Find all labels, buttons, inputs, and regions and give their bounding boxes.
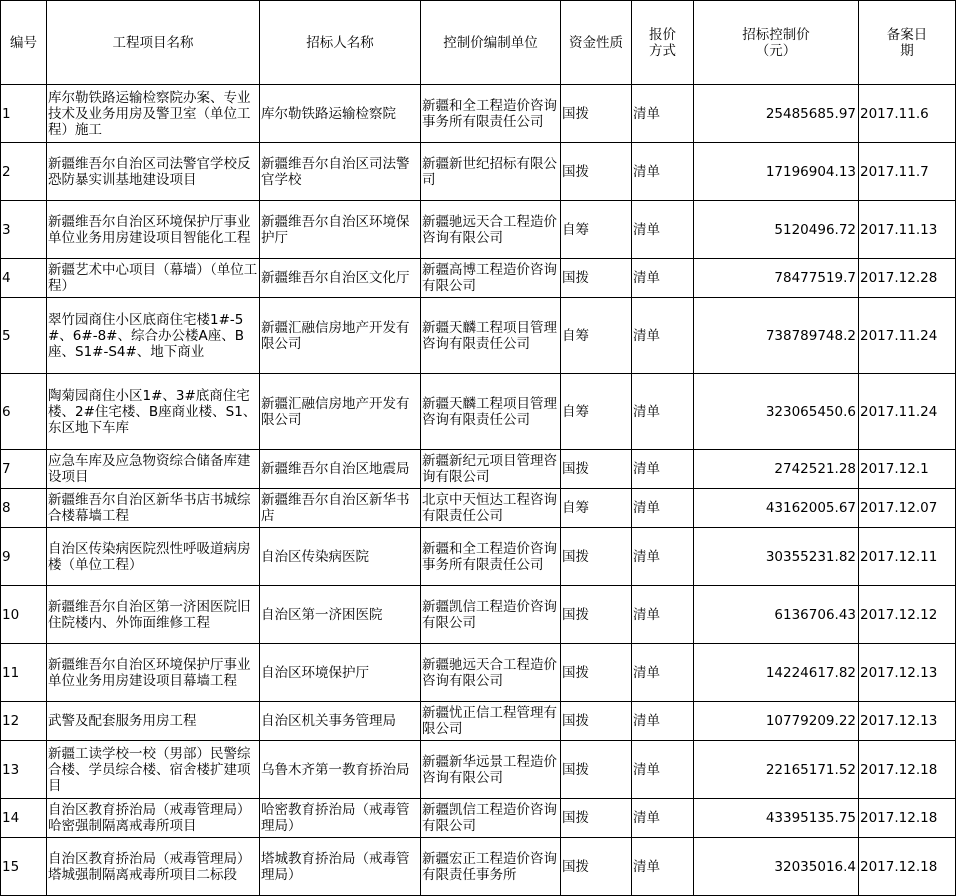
cell-project: 新疆维吾尔自治区第一济困医院旧住院楼内、外饰面维修工程 xyxy=(47,586,260,644)
cell-price: 78477519.7 xyxy=(694,259,859,298)
cell-date: 2017.11.6 xyxy=(859,85,956,143)
cell-tenderer: 自治区机关事务管理局 xyxy=(260,702,421,741)
header-tenderer: 招标人名称 xyxy=(260,1,421,85)
cell-unit: 新疆新世纪招标有限公司 xyxy=(421,143,561,201)
table-body xyxy=(1,85,956,896)
cell-quote: 清单 xyxy=(632,586,694,644)
cell-date: 2017.12.18 xyxy=(859,741,956,799)
header-project: 工程项目名称 xyxy=(47,1,260,85)
table-row xyxy=(1,259,956,298)
cell-project: 自治区教育挢治局（戒毒管理局）哈密强制隔离戒毒所项目 xyxy=(47,799,260,838)
cell-unit: 新疆凯信工程造价咨询有限公司 xyxy=(421,586,561,644)
cell-no: 9 xyxy=(1,528,47,586)
cell-no: 10 xyxy=(1,586,47,644)
header-fund: 资金性质 xyxy=(561,1,632,85)
cell-quote: 清单 xyxy=(632,85,694,143)
cell-price: 14224617.82 xyxy=(694,644,859,702)
table-row xyxy=(1,489,956,528)
cell-quote: 清单 xyxy=(632,644,694,702)
cell-project: 自治区传染病医院烈性呼吸道病房楼（单位工程） xyxy=(47,528,260,586)
cell-price: 17196904.13 xyxy=(694,143,859,201)
cell-quote: 清单 xyxy=(632,489,694,528)
cell-unit: 新疆和全工程造价咨询事务所有限责任公司 xyxy=(421,528,561,586)
cell-no: 6 xyxy=(1,374,47,450)
cell-price: 738789748.2 xyxy=(694,298,859,374)
cell-price: 22165171.52 xyxy=(694,741,859,799)
cell-date: 2017.11.7 xyxy=(859,143,956,201)
cell-quote: 清单 xyxy=(632,702,694,741)
cell-unit: 新疆天麟工程项目管理咨询有限责任公司 xyxy=(421,374,561,450)
cell-tenderer: 库尔勒铁路运输检察院 xyxy=(260,85,421,143)
cell-fund: 自筹 xyxy=(561,201,632,259)
cell-price: 43395135.75 xyxy=(694,799,859,838)
cell-no: 15 xyxy=(1,838,47,896)
cell-no: 8 xyxy=(1,489,47,528)
cell-project: 翠竹园商住小区底商住宅楼1#-5#、6#-8#、综合办公楼A座、B座、S1#-S4#、地下商业 xyxy=(47,298,260,374)
cell-fund: 国拨 xyxy=(561,838,632,896)
cell-fund: 国拨 xyxy=(561,528,632,586)
cell-quote: 清单 xyxy=(632,799,694,838)
cell-date: 2017.11.24 xyxy=(859,374,956,450)
cell-quote: 清单 xyxy=(632,838,694,896)
cell-tenderer: 新疆维吾尔自治区新华书店 xyxy=(260,489,421,528)
cell-no: 5 xyxy=(1,298,47,374)
cell-tenderer: 乌鲁木齐第一教育挢治局 xyxy=(260,741,421,799)
cell-quote: 清单 xyxy=(632,298,694,374)
table-row xyxy=(1,298,956,374)
cell-unit: 新疆和全工程造价咨询事务所有限责任公司 xyxy=(421,85,561,143)
cell-unit: 新疆天麟工程项目管理咨询有限责任公司 xyxy=(421,298,561,374)
header-price: 招标控制价（元） xyxy=(694,1,859,85)
cell-date: 2017.12.07 xyxy=(859,489,956,528)
cell-quote: 清单 xyxy=(632,450,694,489)
cell-fund: 国拨 xyxy=(561,259,632,298)
cell-date: 2017.12.12 xyxy=(859,586,956,644)
cell-unit: 新疆凯信工程造价咨询有限公司 xyxy=(421,799,561,838)
cell-no: 7 xyxy=(1,450,47,489)
cell-date: 2017.11.13 xyxy=(859,201,956,259)
cell-unit: 新疆驰远天合工程造价咨询有限公司 xyxy=(421,644,561,702)
cell-fund: 自筹 xyxy=(561,489,632,528)
cell-tenderer: 新疆汇融信房地产开发有限公司 xyxy=(260,374,421,450)
cell-project: 库尔勒铁路运输检察院办案、专业技术及业务用房及警卫室（单位工程）施工 xyxy=(47,85,260,143)
cell-quote: 清单 xyxy=(632,374,694,450)
cell-date: 2017.12.13 xyxy=(859,644,956,702)
header-quote: 报价方式 xyxy=(632,1,694,85)
cell-fund: 国拨 xyxy=(561,586,632,644)
table-row xyxy=(1,143,956,201)
cell-tenderer: 新疆维吾尔自治区司法警官学校 xyxy=(260,143,421,201)
cell-project: 新疆维吾尔自治区新华书店书城综合楼幕墙工程 xyxy=(47,489,260,528)
cell-quote: 清单 xyxy=(632,259,694,298)
cell-price: 5120496.72 xyxy=(694,201,859,259)
cell-no: 11 xyxy=(1,644,47,702)
cell-fund: 国拨 xyxy=(561,799,632,838)
cell-no: 1 xyxy=(1,85,47,143)
table-row xyxy=(1,374,956,450)
table-row xyxy=(1,586,956,644)
table-row xyxy=(1,838,956,896)
cell-no: 12 xyxy=(1,702,47,741)
cell-unit: 新疆高博工程造价咨询有限公司 xyxy=(421,259,561,298)
header-unit: 控制价编制单位 xyxy=(421,1,561,85)
cell-tenderer: 新疆汇融信房地产开发有限公司 xyxy=(260,298,421,374)
cell-price: 6136706.43 xyxy=(694,586,859,644)
cell-project: 新疆工读学校一校（男部）民警综合楼、学员综合楼、宿舍楼扩建项目 xyxy=(47,741,260,799)
cell-unit: 新疆宏正工程造价咨询有限责任事务所 xyxy=(421,838,561,896)
cell-no: 13 xyxy=(1,741,47,799)
cell-unit: 新疆新纪元项目管理咨询有限公司 xyxy=(421,450,561,489)
cell-price: 43162005.67 xyxy=(694,489,859,528)
cell-fund: 自筹 xyxy=(561,298,632,374)
cell-quote: 清单 xyxy=(632,741,694,799)
table-row xyxy=(1,799,956,838)
cell-fund: 国拨 xyxy=(561,741,632,799)
cell-tenderer: 新疆维吾尔自治区环境保护厅 xyxy=(260,201,421,259)
cell-date: 2017.11.24 xyxy=(859,298,956,374)
table-row xyxy=(1,85,956,143)
cell-fund: 自筹 xyxy=(561,374,632,450)
cell-date: 2017.12.18 xyxy=(859,799,956,838)
cell-no: 4 xyxy=(1,259,47,298)
cell-project: 自治区教育挢治局（戒毒管理局）塔城强制隔离戒毒所项目二标段 xyxy=(47,838,260,896)
cell-project: 新疆维吾尔自治区环境保护厅事业单位业务用房建设项目幕墙工程 xyxy=(47,644,260,702)
cell-project: 新疆维吾尔自治区环境保护厅事业单位业务用房建设项目智能化工程 xyxy=(47,201,260,259)
cell-tenderer: 自治区环境保护厅 xyxy=(260,644,421,702)
cell-date: 2017.12.18 xyxy=(859,838,956,896)
cell-project: 陶菊园商住小区1#、3#底商住宅楼、2#住宅楼、B座商业楼、S1、东区地下车库 xyxy=(47,374,260,450)
table-row xyxy=(1,702,956,741)
table-row xyxy=(1,644,956,702)
cell-date: 2017.12.11 xyxy=(859,528,956,586)
cell-project: 新疆艺术中心项目（幕墙）（单位工程） xyxy=(47,259,260,298)
cell-unit: 新疆新华远景工程造价咨询有限公司 xyxy=(421,741,561,799)
cell-date: 2017.12.1 xyxy=(859,450,956,489)
cell-tenderer: 哈密教育挢治局（戒毒管理局） xyxy=(260,799,421,838)
cell-price: 32035016.4 xyxy=(694,838,859,896)
cell-fund: 国拨 xyxy=(561,644,632,702)
cell-date: 2017.12.13 xyxy=(859,702,956,741)
cell-unit: 北京中天恒达工程咨询有限责任公司 xyxy=(421,489,561,528)
header-row xyxy=(1,1,956,85)
cell-fund: 国拨 xyxy=(561,450,632,489)
cell-project: 武警及配套服务用房工程 xyxy=(47,702,260,741)
cell-no: 3 xyxy=(1,201,47,259)
cell-no: 14 xyxy=(1,799,47,838)
header-date: 备案日期 xyxy=(859,1,956,85)
cell-project: 应急车库及应急物资综合储备库建设项目 xyxy=(47,450,260,489)
cell-tenderer: 新疆维吾尔自治区文化厅 xyxy=(260,259,421,298)
cell-no: 2 xyxy=(1,143,47,201)
cell-quote: 清单 xyxy=(632,528,694,586)
cell-price: 323065450.6 xyxy=(694,374,859,450)
cell-fund: 国拨 xyxy=(561,85,632,143)
cell-project: 新疆维吾尔自治区司法警官学校反恐防暴实训基地建设项目 xyxy=(47,143,260,201)
table-row xyxy=(1,201,956,259)
cell-tenderer: 新疆维吾尔自治区地震局 xyxy=(260,450,421,489)
cell-fund: 国拨 xyxy=(561,143,632,201)
table-row xyxy=(1,528,956,586)
cell-quote: 清单 xyxy=(632,201,694,259)
cell-price: 30355231.82 xyxy=(694,528,859,586)
table-row xyxy=(1,450,956,489)
cell-fund: 国拨 xyxy=(561,702,632,741)
cell-date: 2017.12.28 xyxy=(859,259,956,298)
cell-tenderer: 塔城教育挢治局（戒毒管理局） xyxy=(260,838,421,896)
cell-quote: 清单 xyxy=(632,143,694,201)
cell-tenderer: 自治区传染病医院 xyxy=(260,528,421,586)
cell-tenderer: 自治区第一济困医院 xyxy=(260,586,421,644)
cell-unit: 新疆驰远天合工程造价咨询有限公司 xyxy=(421,201,561,259)
header-no: 编号 xyxy=(1,1,47,85)
cell-price: 25485685.97 xyxy=(694,85,859,143)
table-row xyxy=(1,741,956,799)
cell-price: 10779209.22 xyxy=(694,702,859,741)
cell-price: 2742521.28 xyxy=(694,450,859,489)
cell-unit: 新疆忧正信工程管理有限公司 xyxy=(421,702,561,741)
